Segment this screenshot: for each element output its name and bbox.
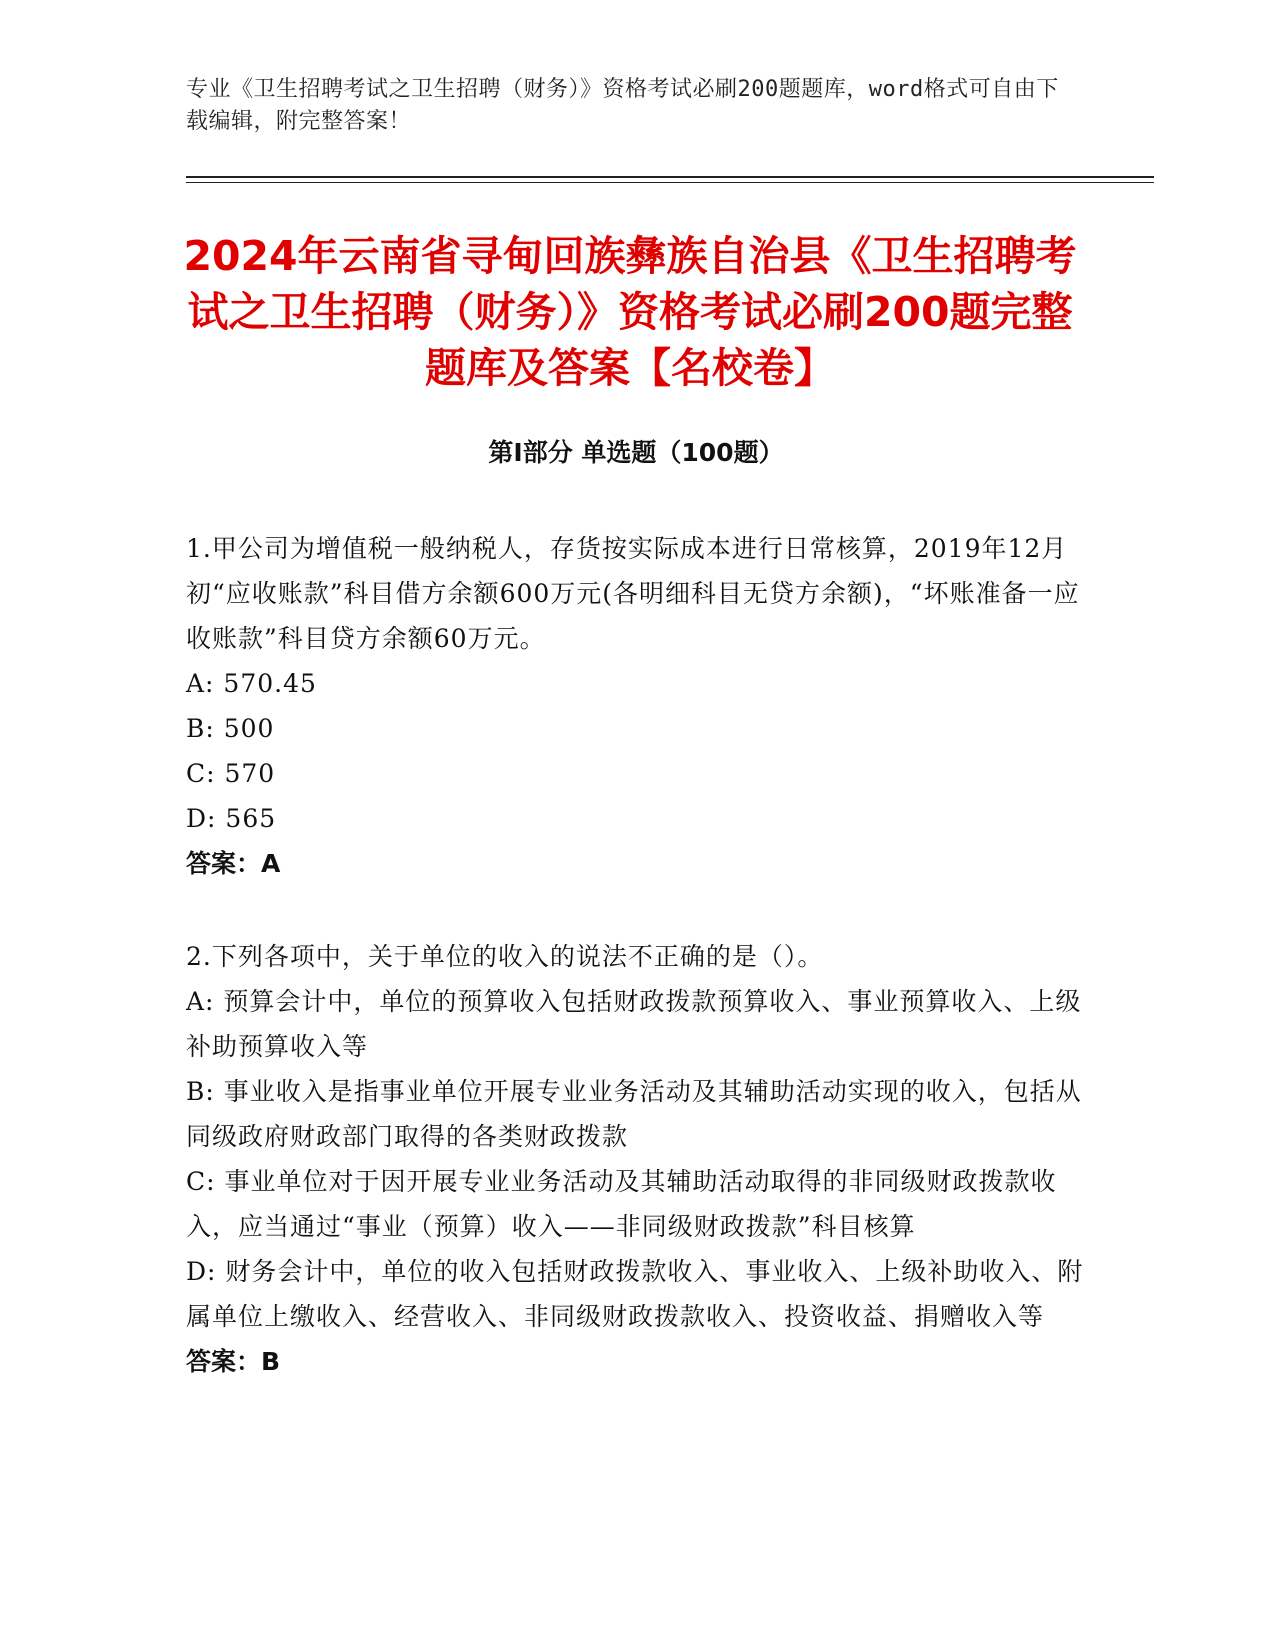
option-b: B: 事业收入是指事业单位开展专业业务活动及其辅助活动实现的收入，包括从同级政府财政部门取得的各类财政拨款: [186, 1077, 1082, 1151]
header-divider: [186, 176, 1154, 183]
answer: 答案：A: [186, 849, 281, 878]
option-d: D: 财务会计中，单位的收入包括财政拨款收入、事业收入、上级补助收入、附属单位上缴收入、经营收入、非同级财政拨款收入、投资收益、捐赠收入等: [186, 1257, 1084, 1331]
option-d: D: 565: [186, 804, 277, 833]
question-1: [186, 526, 1086, 886]
document-title: 2024年云南省寻甸回族彝族自治县《卫生招聘考试之卫生招聘（财务）》资格考试必刷200题完整题库及答案【名校卷】: [183, 232, 1077, 392]
header-note: 专业《卫生招聘考试之卫生招聘（财务）》资格考试必刷200题题库，word格式可自由下载编辑，附完整答案！: [186, 77, 1059, 134]
option-b: B: 500: [186, 714, 275, 743]
question-stem: 2.下列各项中，关于单位的收入的说法不正确的是（）。: [186, 942, 824, 971]
section-heading: 第I部分 单选题（100题）: [488, 438, 784, 467]
option-c: C: 570: [186, 759, 276, 788]
option-a: A: 570.45: [186, 669, 317, 698]
question-2: [186, 934, 1086, 1384]
option-a: A: 预算会计中，单位的预算收入包括财政拨款预算收入、事业预算收入、上级补助预算收入等: [186, 987, 1082, 1061]
question-stem: 1.甲公司为增值税一般纳税人，存货按实际成本进行日常核算，2019年12月初“应收账款”科目借方余额600万元(各明细科目无贷方余额)，“坏账准备一应收账款”科目贷方余额60万元。: [186, 534, 1080, 653]
answer: 答案：B: [186, 1347, 281, 1376]
option-c: C: 事业单位对于因开展专业业务活动及其辅助活动取得的非同级财政拨款收入，应当通过“事业（预算）收入——非同级财政拨款”科目核算: [186, 1167, 1057, 1241]
